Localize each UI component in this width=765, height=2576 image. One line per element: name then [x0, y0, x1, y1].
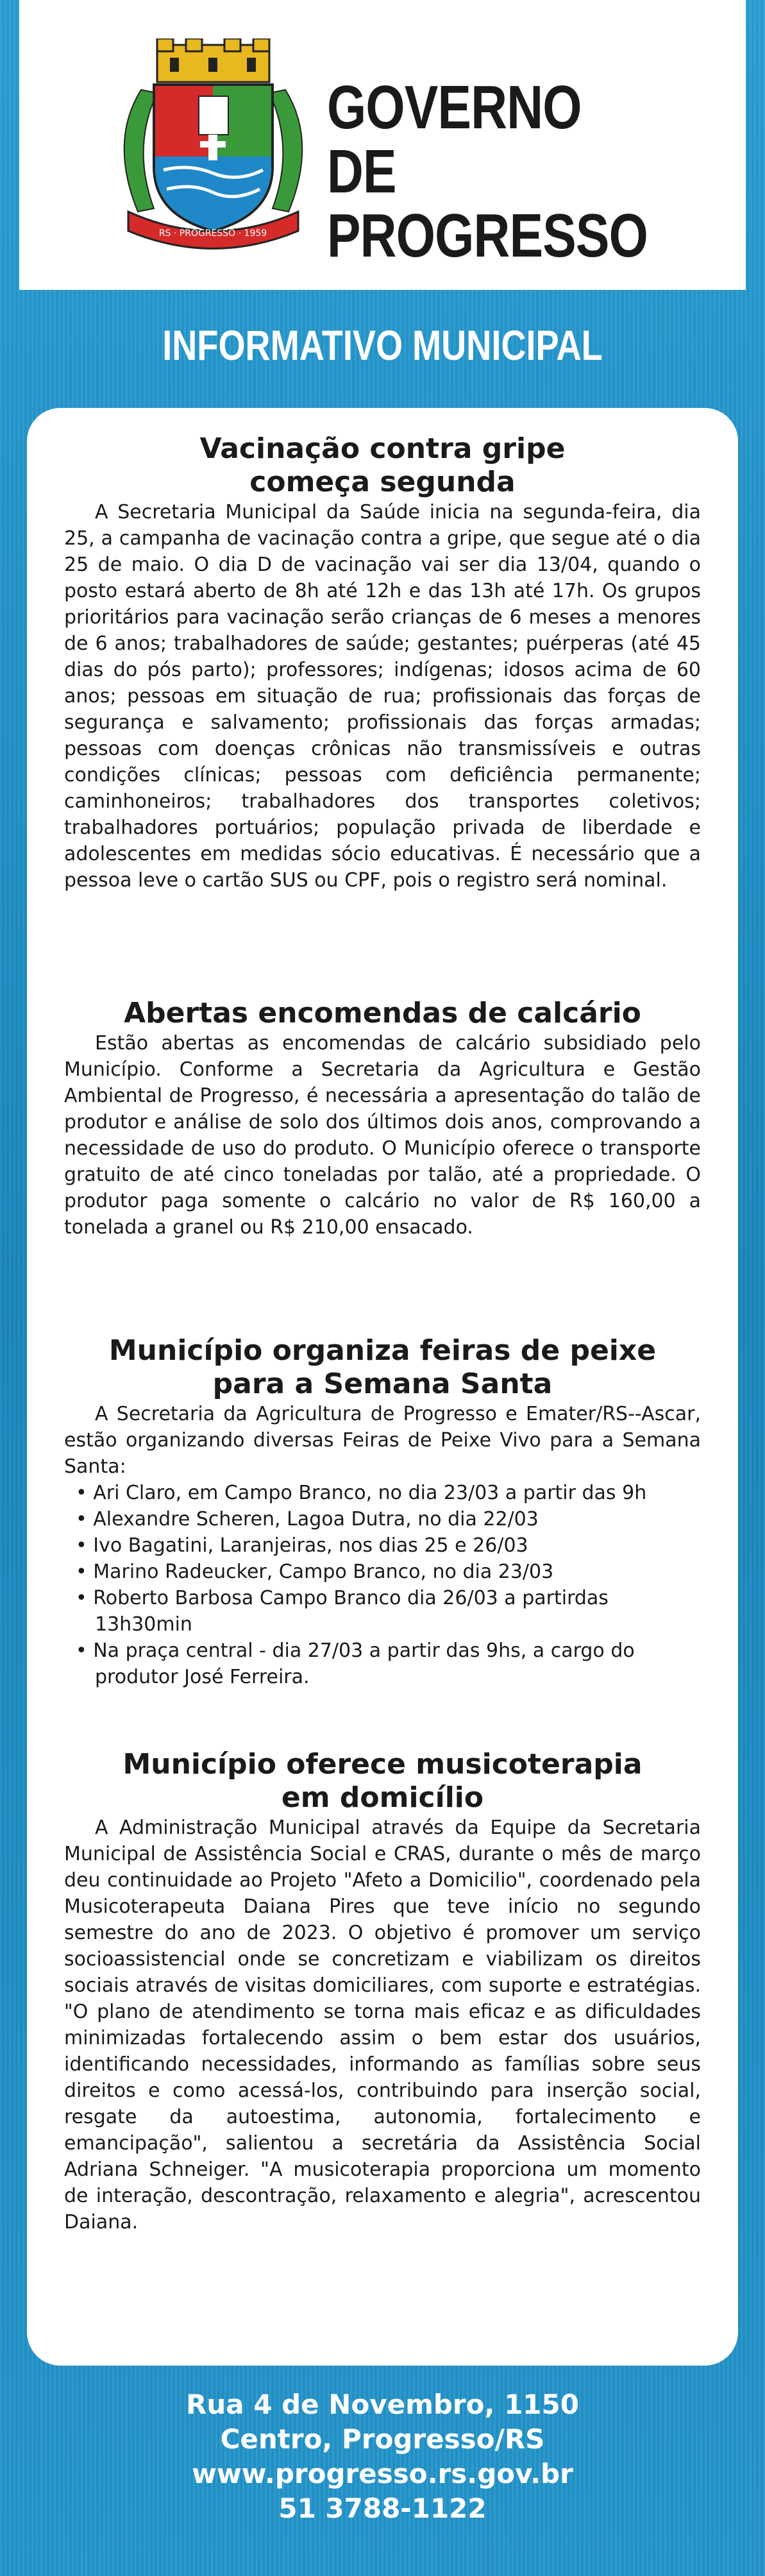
article-title: Município oferece musicoterapia em domicílio	[122, 1748, 643, 1814]
footer-contact	[0, 2387, 765, 2526]
news-content-card	[27, 408, 738, 2366]
list-item: • Alexandre Scheren, Lagoa Dutra, no dia 22/03	[64, 1506, 701, 1532]
article-musicoterapia	[64, 1748, 701, 2235]
list-item: • Roberto Barbosa Campo Branco dia 26/03 a partirdas 13h30min	[64, 1585, 701, 1638]
article-feiras-peixe	[64, 1334, 701, 1690]
section-title: INFORMATIVO MUNICIPAL	[162, 321, 603, 369]
brand-wordmark	[327, 73, 670, 270]
footer-address: Rua 4 de Novembro, 1150	[186, 2389, 579, 2420]
footer-website-link[interactable]: www.progresso.rs.gov.br	[192, 2458, 573, 2489]
footer-city: Centro, Progresso/RS	[220, 2423, 545, 2455]
article-body: Estão abertas as encomendas de calcário subsidiado pelo Município. Conforme a Secretaria da Agricultura e Gestão Ambiental de Progresso, é necessária a apresentação do talão de produtor e análise de solo dos últimos dois anos, comprovando a necessidade de uso do produto. O Município oferece o transporte gratuito de até cinco toneladas por talão, até a propriedade. O produtor paga somente o calcário no valor de R$ 160,00 a tonelada a granel ou R$ 210,00 ensacado.	[64, 1032, 701, 1239]
article-body: A Administração Municipal através da Equipe da Secretaria Municipal de Assistência Social e CRAS, durante o mês de março deu continuidade ao Projeto "Afeto a Domicilio", coordenado pela Musicoterapeuta Daiana Pires que teve início no segundo semestre do ano de 2023. O objetivo é promover um serviço socioassistencial onde se concretizam e viabilizam os direitos sociais através de visitas domiciliares, com suporte e estratégias. "O plano de atendimento se torna mais eficaz e as dificuldades minimizadas fortalecendo assim o bem estar dos usuários, identificando necessidades, informando as famílias sobre seus direitos e como acessá-los, contribuindo para inserção social, resgate da autoestima, autonomia, fortalecimento e emancipação", salientou a secretária da Assistência Social Adriana Schneiger. "A musicoterapia proporciona um momento de interação, descontração, relaxamento e alegria", acrescentou Daiana.	[64, 1817, 701, 2233]
list-item: • Ari Claro, em Campo Branco, no dia 23/03 a partir das 9h	[64, 1480, 701, 1506]
crest-ribbon-text: RS · PROGRESSO · 1959	[158, 228, 267, 239]
article-body: A Secretaria Municipal da Saúde inicia na segunda-feira, dia 25, a campanha de vacinação contra a gripe, que segue até o dia 25 de maio. O dia D de vacinação vai ser dia 13/04, quando o posto estará aberto de 8h até 12h e das 13h até 17h. Os grupos prioritários para vacinação serão crianças de 6 meses a menores de 6 anos; trabalhadores de saúde; gestantes; puérperas (até 45 dias do pós parto); professores; indígenas; idosos acima de 60 anos; pessoas em situação de rua; profissionais das forças de segurança e salvamento; profissionais das forças armadas; pessoas com doenças crônicas não transmissíveis e outras condições clínicas; pessoas com deficiência permanente; caminhoneiros; trabalhadores dos transportes coletivos; trabalhadores portuários; população privada de liberdade e adolescentes em medidas sócio educativas. É necessário que a pessoa leve o cartão SUS ou CPF, pois o registro será nominal.	[64, 501, 701, 892]
list-item: • Marino Radeucker, Campo Branco, no dia 23/03	[64, 1559, 701, 1585]
list-item: • Na praça central - dia 27/03 a partir das 9hs, a cargo do produtor José Ferreira.	[64, 1638, 701, 1690]
fair-list	[64, 1480, 701, 1690]
article-vacinacao	[64, 432, 701, 894]
article-body: A Secretaria da Agricultura de Progresso e Emater/RS--Ascar, estão organizando diversas Feiras de Peixe Vivo para a Semana Santa:	[64, 1403, 701, 1478]
article-title: Município organiza feiras de peixe para a Semana Santa	[108, 1334, 657, 1400]
footer-phone: 51 3788-1122	[278, 2493, 487, 2524]
article-title: Abertas encomendas de calcário	[124, 997, 641, 1030]
list-item: • Ivo Bagatini, Laranjeiras, nos dias 25 e 26/03	[64, 1532, 701, 1559]
brand-line-1: GOVERNO	[327, 73, 582, 142]
municipal-crest-logo	[103, 38, 324, 250]
article-calcario	[64, 997, 701, 1241]
brand-line-2: DE PROGRESSO	[327, 137, 648, 270]
header-card	[19, 0, 746, 290]
article-title: Vacinação contra gripe começa segunda	[199, 432, 566, 498]
